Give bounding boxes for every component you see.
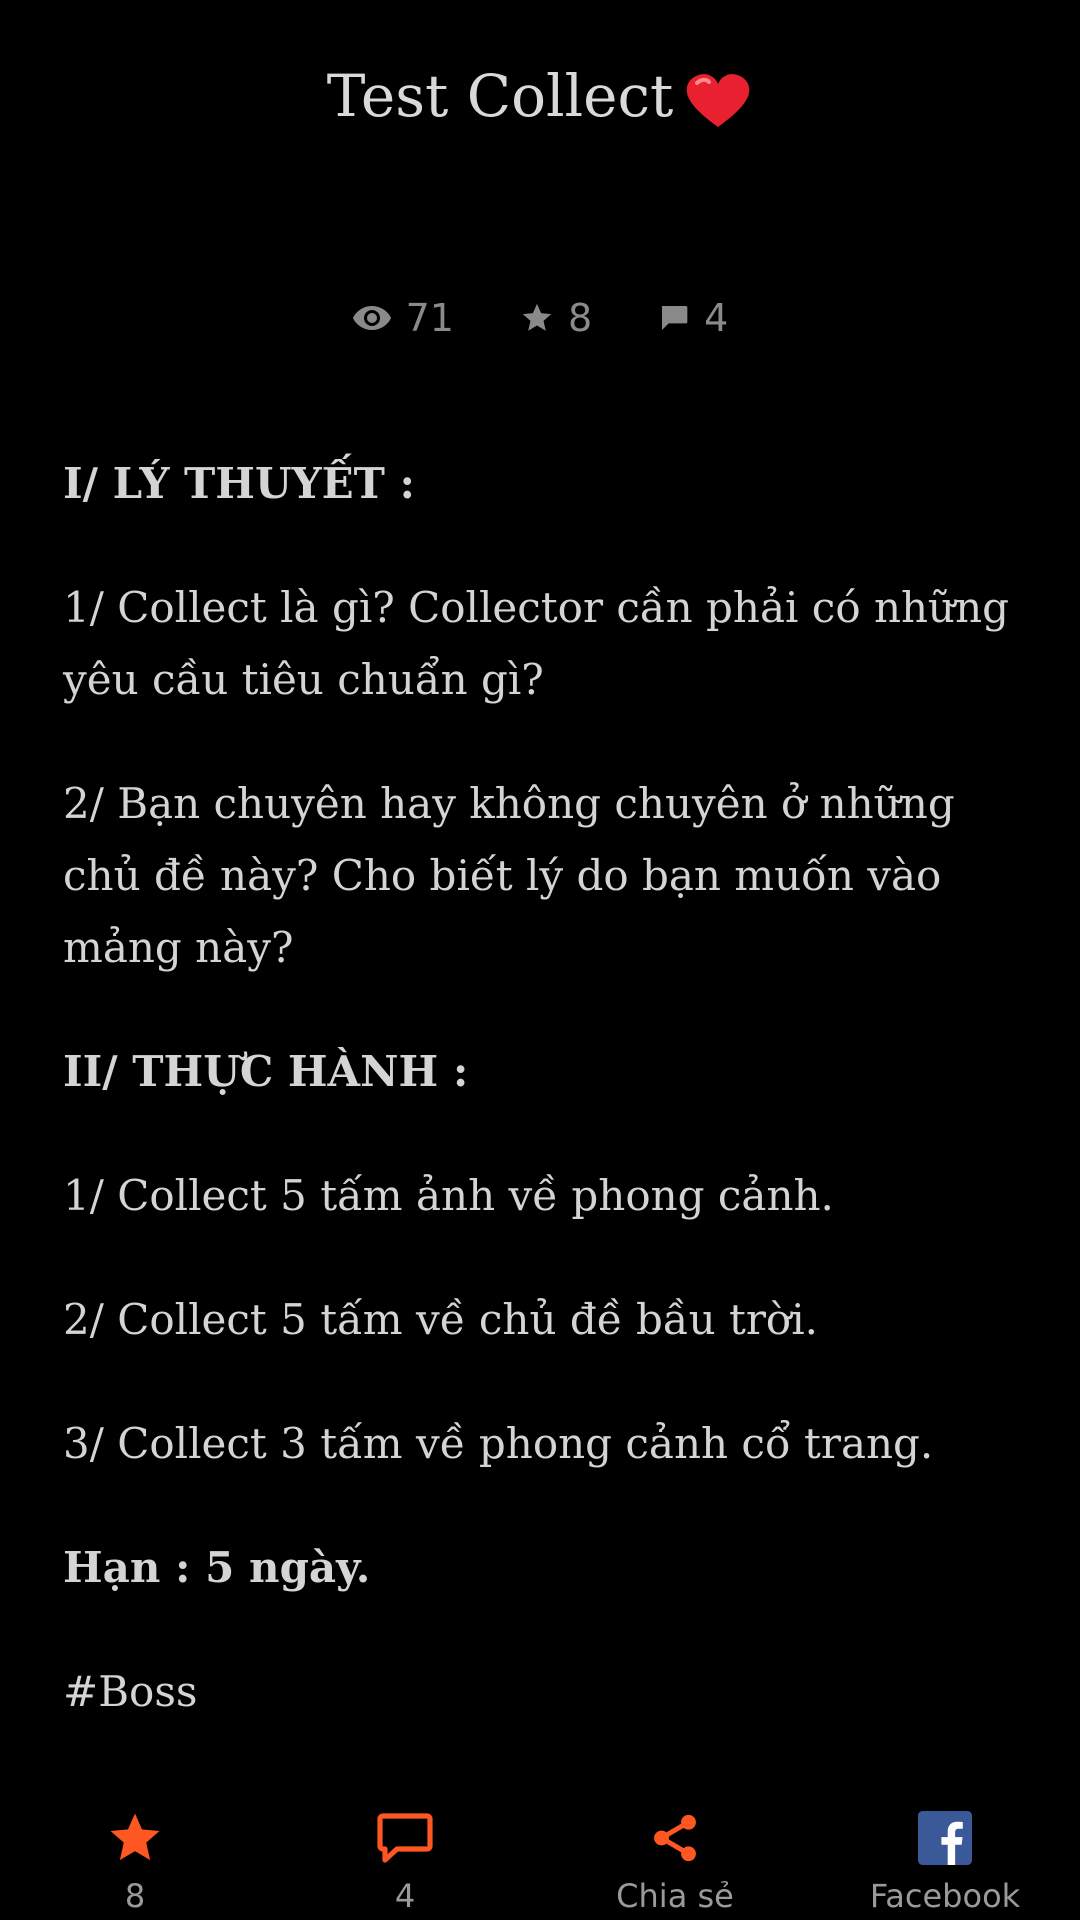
facebook-button-label: Facebook [869,1877,1021,1915]
views-count: 71 [405,296,454,340]
bottom-action-bar [0,1800,1080,1920]
stars-count: 8 [567,296,593,340]
practice-task-3: 3/ Collect 3 tấm về phong cảnh cổ trang. [63,1419,934,1468]
section-heading-practice: II/ THỰC HÀNH : [63,1047,469,1096]
comment-icon [377,1812,433,1864]
theory-question-1: 1/ Collect là gì? Collector cần phải có những yêu cầu tiêu chuẩn gì? [63,583,1010,704]
comments-count: 4 [704,296,729,340]
comment-icon [658,302,690,334]
heart-icon [683,71,753,131]
share-button-label: Chia sẻ [616,1877,734,1915]
star-icon [520,301,554,335]
share-button[interactable] [540,1800,810,1920]
hashtag: #Boss [63,1667,198,1716]
comment-button[interactable] [270,1800,540,1920]
comment-button-count: 4 [394,1877,416,1915]
practice-task-1: 1/ Collect 5 tấm ảnh về phong cảnh. [63,1171,834,1220]
post-content [63,448,1023,1780]
post-title [0,56,1080,136]
post-stats [0,296,1080,340]
facebook-button[interactable] [810,1800,1080,1920]
star-button-count: 8 [124,1877,146,1915]
eye-icon [352,304,392,332]
theory-question-2: 2/ Bạn chuyên hay không chuyên ở những chủ đề này? Cho biết lý do bạn muốn vào mảng này? [63,779,955,972]
facebook-icon [918,1811,972,1865]
practice-task-2: 2/ Collect 5 tấm về chủ đề bầu trời. [63,1295,818,1344]
comments-stat [658,296,728,340]
post-title-text: Test Collect [326,62,674,130]
section-heading-theory: I/ LÝ THUYẾT : [63,459,415,508]
share-icon [648,1810,702,1866]
star-button[interactable] [0,1800,270,1920]
star-icon [107,1810,163,1866]
stars-stat [520,296,592,340]
views-stat [352,296,454,340]
deadline: Hạn : 5 ngày. [63,1543,371,1592]
